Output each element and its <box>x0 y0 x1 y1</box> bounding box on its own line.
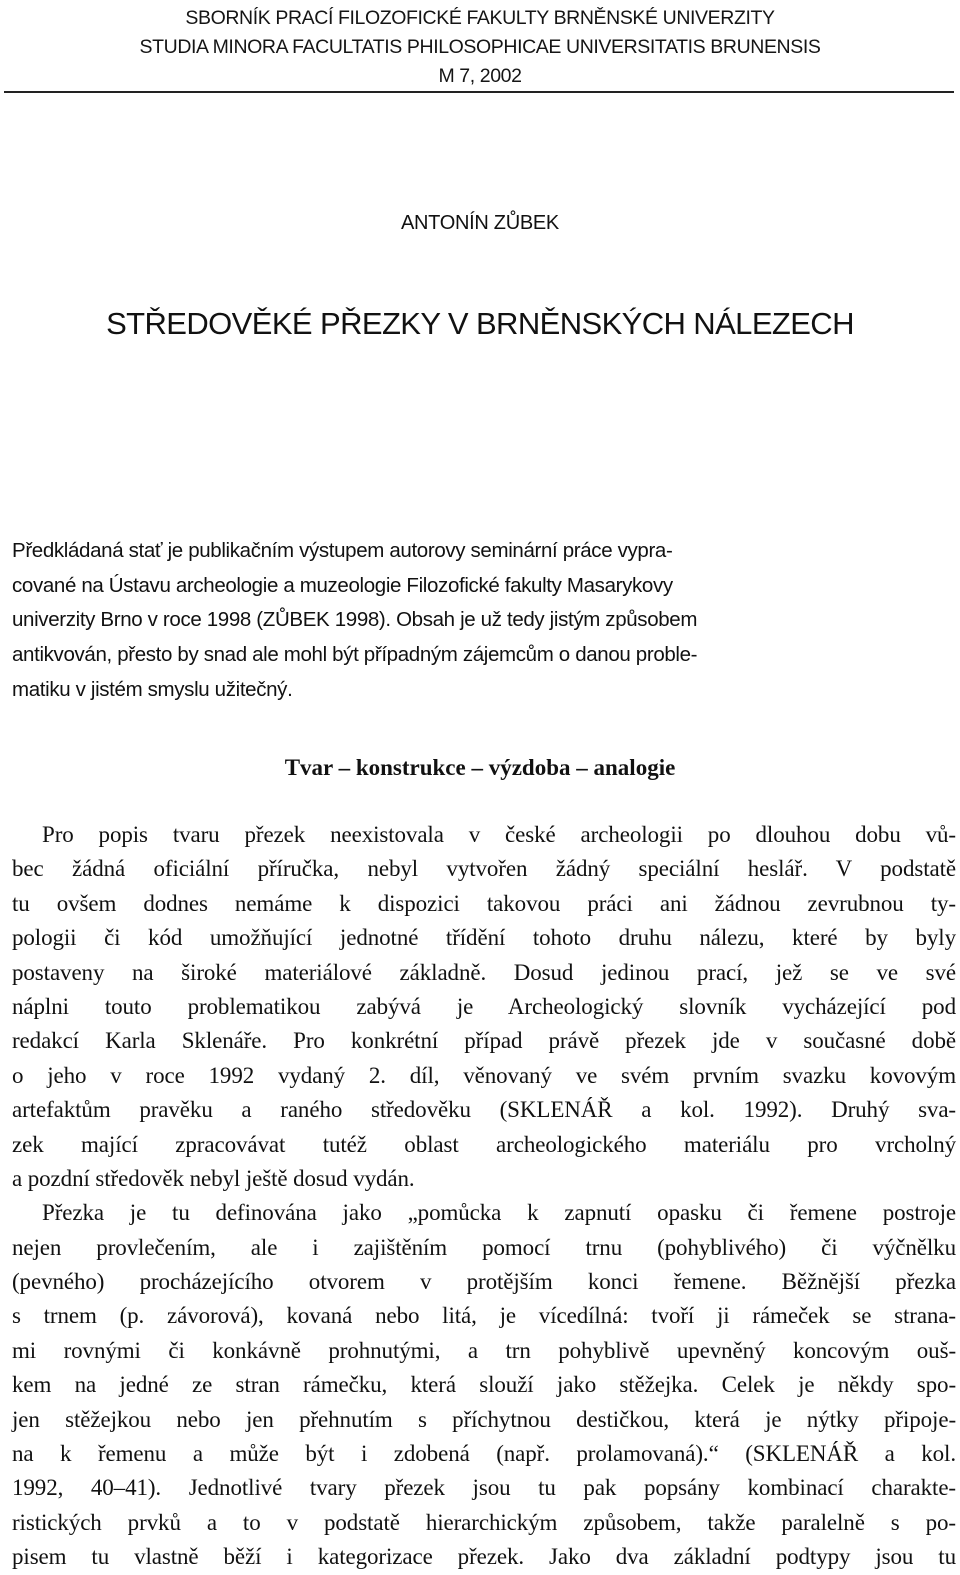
abstract-line: antikvován, přesto by snad ale mohl být případným zájemcům o danou proble- <box>12 643 698 667</box>
body-line: zek mající zpracovávat tutéž oblast archeologického materiálu pro vrcholný <box>12 1131 956 1157</box>
abstract-line: Předkládaná stať je publikačním výstupem autorovy seminární práce vypra- <box>12 539 673 562</box>
body-line: Pro popis tvaru přezek neexistovala v české archeologii po dlouhou dobu vů- <box>42 822 956 847</box>
abstract-line: cované na Ústavu archeologie a muzeologie Filozofické fakulty Masarykovy <box>12 573 673 597</box>
body-line: a pozdní středověk nebyl ještě dosud vydán. <box>12 1165 415 1191</box>
journal-header-line-1: SBORNÍK PRACÍ FILOZOFICKÉ FAKULTY BRNĚNSKÉ UNIVERZITY <box>185 7 775 29</box>
body-line: ristických prvků a to v podstatě hierarchickým způsobem, takže paralelně s po- <box>12 1509 956 1535</box>
body-line: jen stěžejkou nebo jen přehnutím s příchytnou destičkou, která je nýtky připoje- <box>12 1406 956 1432</box>
header-divider <box>4 91 954 93</box>
abstract <box>12 534 956 708</box>
journal-header <box>0 4 960 91</box>
body-line: na k řemenu a může být i zdobená (např. prolamovaná).“ (SKLENÁŘ a kol. <box>12 1441 956 1467</box>
body-line: tu ovšem dodnes nemáme k dispozici takovou práci ani žádnou zevrubnou ty- <box>12 890 956 916</box>
author-name: ANTONÍN ZŮBEK <box>401 212 559 234</box>
body-line: pologii či kód umožňující jednotné třídění tohoto druhu nálezu, které by byly <box>12 925 956 951</box>
section-heading: Tvar – konstrukce – výzdoba – analogie <box>284 755 676 780</box>
body-line: nejen provlečením, ale i zajištěním pomocí trnu (pohyblivého) či výčnělku <box>12 1234 956 1260</box>
body-line: s trnem (p. závorová), kovaná nebo litá, je vícedílná: tvoří ji rámeček se strana- <box>12 1303 956 1329</box>
body-line: mi rovnými či konkávně prohnutými, a trn pohyblivě upevněný koncovým ouš- <box>12 1337 956 1363</box>
body-line: redakcí Karla Sklenáře. Pro konkrétní případ právě přezek jde v současné době <box>12 1028 956 1054</box>
body-line: kem na jedné ze stran rámečku, která slouží jako stěžejka. Celek je někdy spo- <box>12 1372 956 1398</box>
body-line: náplni touto problematikou zabývá je Archeologický slovník vycházející pod <box>12 993 956 1019</box>
body-line: o jeho v roce 1992 vydaný 2. díl, věnovaný ve svém prvním svazku kovovým <box>12 1062 956 1088</box>
body-line: bec žádná oficiální příručka, nebyl vytvořen žádný speciální heslář. V podstatě <box>12 856 956 882</box>
body-line: 1992, 40–41). Jednotlivé tvary přezek jsou tu pak popsány kombinací charakte- <box>12 1475 956 1501</box>
body-text <box>12 818 956 1575</box>
body-line: Přezka je tu definována jako „pomůcka k zapnutí opasku či řemene postroje <box>42 1200 956 1226</box>
body-line: pisem tu vlastně běží i kategorizace přezek. Jako dva základní podtypy jsou tu <box>12 1544 956 1570</box>
abstract-line: matiku v jistém smyslu užitečný. <box>12 677 293 701</box>
body-line: artefaktům pravěku a raného středověku (SKLENÁŘ a kol. 1992). Druhý sva- <box>12 1097 956 1123</box>
body-line: postaveny na široké materiálové základně. Dosud jedinou prací, jež se ve své <box>12 959 956 985</box>
article-title: STŘEDOVĚKÉ PŘEZKY V BRNĚNSKÝCH NÁLEZECH <box>106 306 854 341</box>
body-line: (pevného) procházejícího otvorem v protějším konci řemene. Běžnější přezka <box>12 1269 956 1295</box>
abstract-line: univerzity Brno v roce 1998 (ZŮBEK 1998). Obsah je už tedy jistým způsobem <box>12 608 698 632</box>
journal-header-line-3: M 7, 2002 <box>438 65 522 87</box>
journal-header-line-2: STUDIA MINORA FACULTATIS PHILOSOPHICAE UNIVERSITATIS BRUNENSIS <box>139 36 821 58</box>
